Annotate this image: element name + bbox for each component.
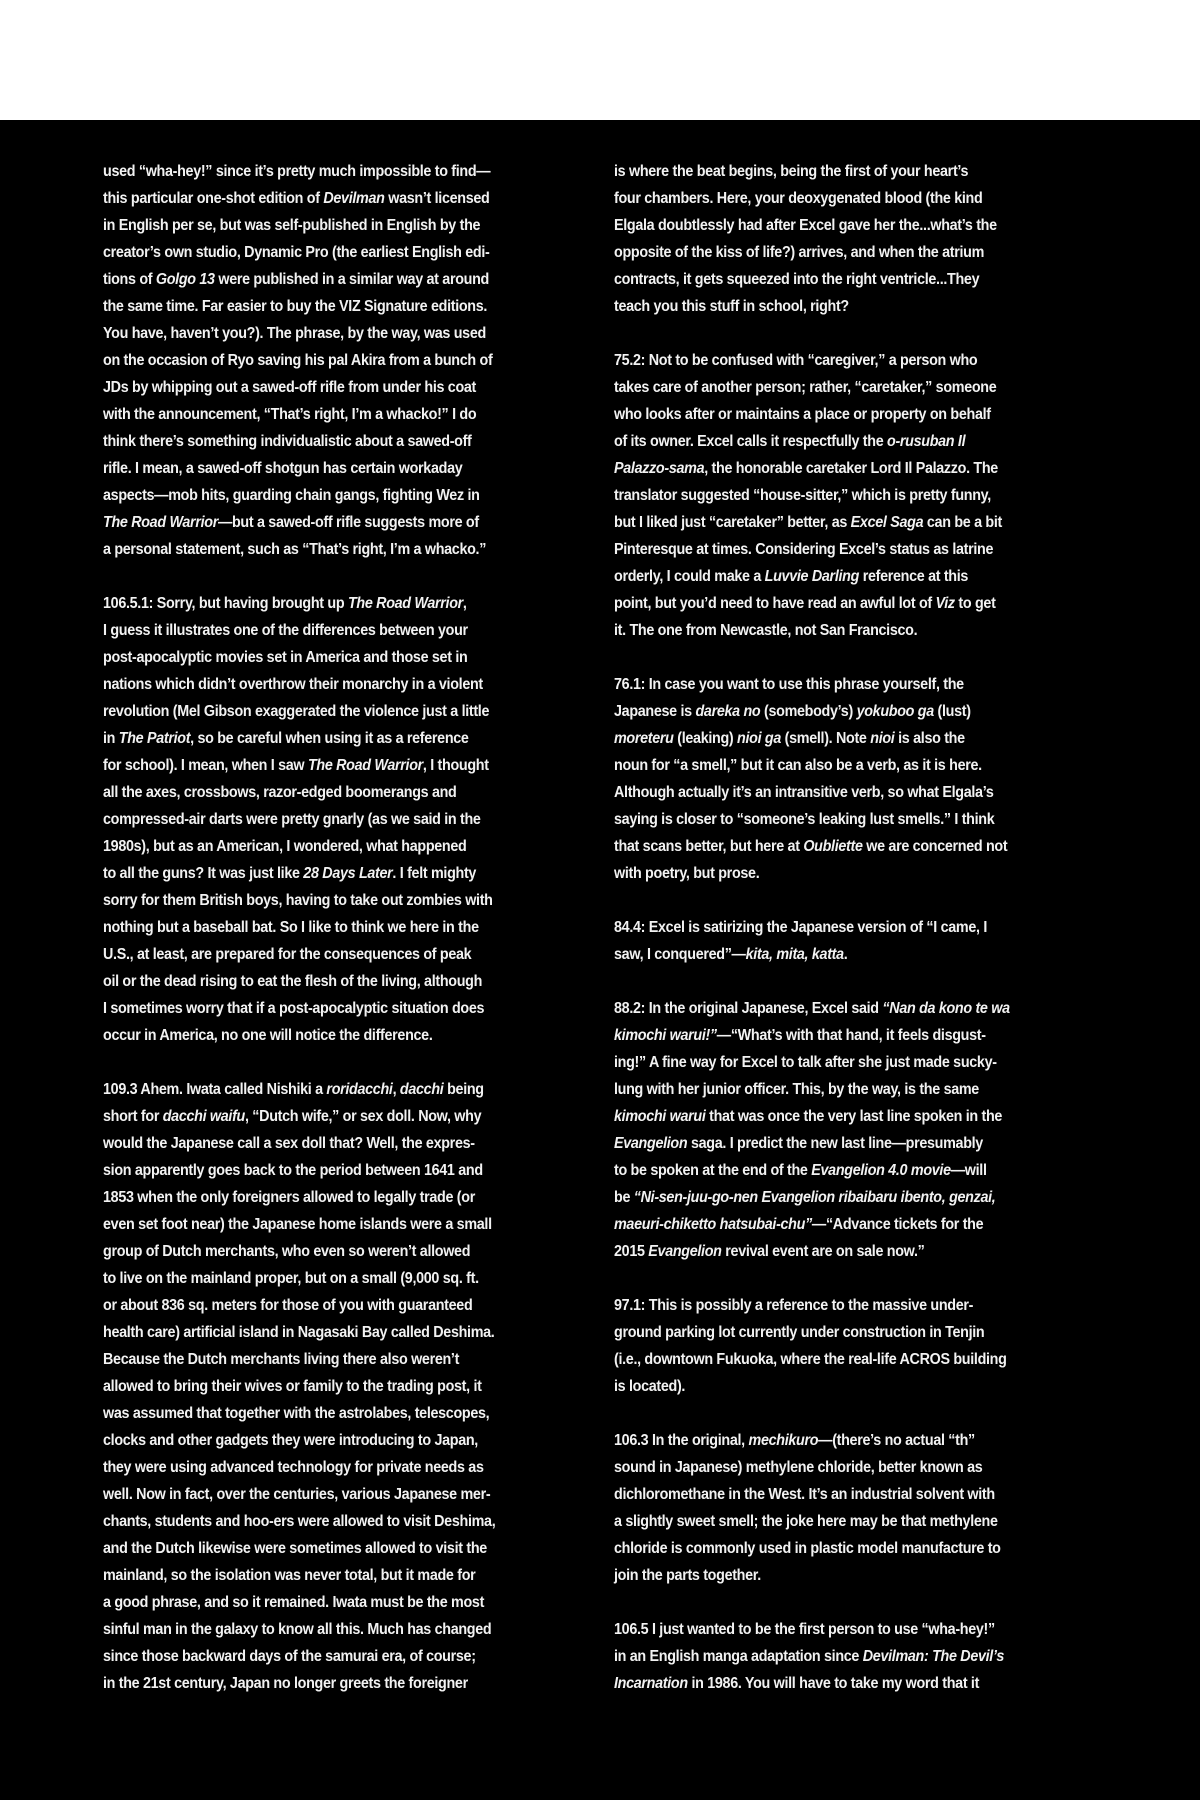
italic-term: Golgo 13 bbox=[155, 271, 215, 288]
left-column bbox=[103, 158, 539, 1697]
italic-term: 28 Days Later bbox=[303, 865, 393, 882]
italic-term: The Road Warrior bbox=[347, 595, 463, 612]
italic-term: kita, mita, katta bbox=[745, 946, 844, 963]
italic-term: “Nan da kono te wa kimochi warui!” bbox=[614, 1000, 1010, 1044]
italic-term: dacchi waifu bbox=[162, 1108, 245, 1125]
italic-term: Evangelion bbox=[648, 1243, 722, 1260]
italic-term: kimochi warui bbox=[614, 1108, 706, 1125]
note-paragraph: 84.4: Excel is satirizing the Japanese version of “I came, I saw, I conquered”—kita, mita, katta. bbox=[614, 919, 987, 963]
note-paragraph: 106.5.1: Sorry, but having brought up The Road Warrior, I guess it illustrates one of the differences between your post-apocalyptic movies set in America and those set in nations which didn’t overthrow their monarchy in a violent revolution (Mel Gibson exaggerated the violence just a little in The Patriot, so be careful when using it as a reference for school). I mean, when I saw The Road Warrior, I thought all the axes, crossbows, razor-edged boomerangs and compressed-air darts were pretty gnarly (as we said in the 1980s), but as an American, I wondered, what happened to all the guns? It was just like 28 Days Later. I felt mighty sorry for them British boys, having to take out zombies with nothing but a baseball bat. So I like to think we here in the U.S., at least, are prepared for the consequences of peak oil or the dead rising to eat the flesh of the living, although I sometimes worry that if a post-apocalyptic situation does occur in America, no one will notice the difference. bbox=[103, 595, 493, 1044]
italic-term: mechikuro bbox=[748, 1432, 819, 1449]
note-paragraph: 109.3 Ahem. Iwata called Nishiki a roridacchi, dacchi being short for dacchi waifu, “Dutch wife,” or sex doll. Now, why would the Japanese call a sex doll that? Well, the expres- sion apparently goes back to the period between 1641 and 1853 when the only foreigners allowed to legally trade (or even set foot near) the Japanese home islands were a small group of Dutch merchants, who even so weren’t allowed to live on the mainland proper, but on a small (9,000 sq. ft. or about 836 sq. meters for those of you with guaranteed health care) artificial island in Nagasaki Bay called Deshima. Because the Dutch merchants living there also weren’t allowed to bring their wives or family to the trading post, it was assumed that together with the astrolabes, telescopes, clocks and other gadgets they were introducing to Japan, they were using advanced technology for private needs as well. Now in fact, over the centuries, various Japanese mer- chants, students and hoo-ers were allowed to visit Deshima, and the Dutch likewise were sometimes allowed to visit the mainland, so the isolation was never total, but it made for a good phrase, and so it remained. Iwata must be the most sinful man in the galaxy to know all this. Much has changed since those backward days of the samurai era, of course; in the 21st century, Japan no longer greets the foreigner bbox=[103, 1081, 496, 1692]
note-paragraph: 106.5 I just wanted to be the first person to use “wha-hey!” in an English manga adaptation since Devilman: The Devil’s Incarnation in 1986. You will have to take my word that it bbox=[614, 1621, 1005, 1692]
italic-term: The Road Warrior bbox=[307, 757, 423, 774]
top-margin-strip bbox=[0, 0, 1200, 120]
italic-term: Viz bbox=[935, 595, 955, 612]
italic-term: Luvvie Darling bbox=[764, 568, 860, 585]
italic-term: Oubliette bbox=[803, 838, 863, 855]
italic-term: Excel Saga bbox=[850, 514, 924, 531]
italic-term: nioi bbox=[870, 730, 895, 747]
italic-term: Evangelion bbox=[614, 1135, 688, 1152]
note-paragraph: used “wha-hey!” since it’s pretty much impossible to find— this particular one-shot edition of Devilman wasn’t licensed in English per se, but was self-published in English by the creator’s own studio, Dynamic Pro (the earliest English edi- tions of Golgo 13 were published in a similar way at around the same time. Far easier to buy the VIZ Signature editions. You have, haven’t you?). The phrase, by the way, was used on the occasion of Ryo saving his pal Akira from a bunch of JDs by whipping out a sawed-off rifle from under his coat with the announcement, “That’s right, I’m a whacko!” I do think there’s something individualistic about a sawed-off rifle. I mean, a sawed-off shotgun has certain workaday aspects—mob hits, guarding chain gangs, fighting Wez in The Road Warrior—but a sawed-off rifle suggests more of a personal statement, such as “That’s right, I’m a whacko.” bbox=[103, 163, 493, 558]
italic-term: yokuboo ga bbox=[856, 703, 934, 720]
note-paragraph: 106.3 In the original, mechikuro—(there’s no actual “th” sound in Japanese) methylene chloride, better known as dichloromethane in the West. It’s an industrial solvent with a slightly sweet smell; the joke here may be that methylene chloride is commonly used in plastic model manufacture to join the parts together. bbox=[614, 1432, 1001, 1584]
italic-term: dareka no bbox=[695, 703, 761, 720]
italic-term: “Ni-sen-juu-go-nen Evangelion ribaibaru ibento, genzai, maeuri-chiketto hatsubai-chu” bbox=[614, 1189, 996, 1233]
italic-term: The Patriot bbox=[118, 730, 191, 747]
right-column bbox=[614, 158, 1050, 1697]
note-paragraph: 88.2: In the original Japanese, Excel said “Nan da kono te wa kimochi warui!”—“What’s with that hand, it feels disgust- ing!” A fine way for Excel to talk after she just made sucky- lung with her junior officer. This, by the way, is the same kimochi warui that was once the very last line spoken in the Evangelion saga. I predict the new last line—presumably to be spoken at the end of the Evangelion 4.0 movie—will be “Ni-sen-juu-go-nen Evangelion ribaibaru ibento, genzai, maeuri-chiketto hatsubai-chu”—“Advance tickets for the 2015 Evangelion revival event are on sale now.” bbox=[614, 1000, 1010, 1260]
italic-term: roridacchi bbox=[326, 1081, 393, 1098]
italic-term: Evangelion 4.0 movie bbox=[811, 1162, 951, 1179]
note-paragraph: 97.1: This is possibly a reference to the massive under- ground parking lot currently under construction in Tenjin (i.e., downtown Fukuoka, where the real-life ACROS building is located). bbox=[614, 1297, 1007, 1395]
italic-term: dacchi bbox=[399, 1081, 444, 1098]
italic-term: moreteru bbox=[614, 730, 674, 747]
note-paragraph: 75.2: Not to be confused with “caregiver,” a person who takes care of another person; rather, “caretaker,” someone who looks after or maintains a place or property on behalf of its owner. Excel calls it respectfully the o-rusuban Il Palazzo-sama, the honorable caretaker Lord Il Palazzo. The translator suggested “house-sitter,” which is pretty funny, but I liked just “caretaker” better, as Excel Saga can be a bit Pinteresque at times. Considering Excel’s status as latrine orderly, I could make a Luvvie Darling reference at this point, but you’d need to have read an awful lot of Viz to get it. The one from Newcastle, not San Francisco. bbox=[614, 352, 1002, 639]
italic-term: The Road Warrior bbox=[103, 514, 218, 531]
italic-term: nioi ga bbox=[737, 730, 782, 747]
italic-term: Devilman bbox=[323, 190, 385, 207]
note-paragraph: 76.1: In case you want to use this phrase yourself, the Japanese is dareka no (somebody’s) yokuboo ga (lust) moreteru (leaking) nioi ga (smell). Note nioi is also the noun for “a smell,” but it can also be a verb, as it is here. Although actually it’s an intransitive verb, so what Elgala’s saying is closer to “someone’s leaking lust smells.” I think that scans better, but here at Oubliette we are concerned not with poetry, but prose. bbox=[614, 676, 1008, 882]
note-paragraph: is where the beat begins, being the first of your heart’s four chambers. Here, your deoxygenated blood (the kind Elgala doubtlessly had after Excel gave her the...what’s the opposite of the kiss of life?) arrives, and when the atrium contracts, it gets squeezed into the right ventricle...They teach you this stuff in school, right? bbox=[614, 163, 997, 315]
italic-term: o-rusuban Il Palazzo-sama bbox=[614, 433, 966, 477]
notes-page bbox=[0, 120, 1200, 1800]
italic-term: Devilman: The Devil’s Incarnation bbox=[614, 1648, 1005, 1692]
